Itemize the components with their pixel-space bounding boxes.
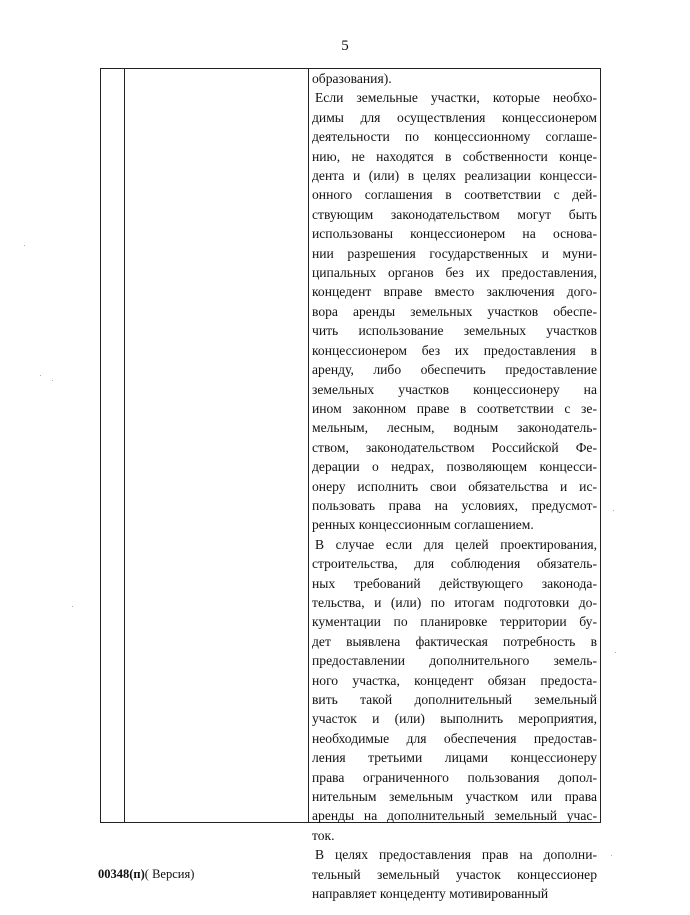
table-cell-text xyxy=(309,68,601,902)
text-line: нии разрешения государственных и муни- xyxy=(312,245,597,261)
text-line: Если земельные участки, которые необхо- xyxy=(315,90,597,106)
text-line: деятельности по концессионному соглаше- xyxy=(312,129,597,145)
document-code xyxy=(98,867,194,882)
text-line: дерации о недрах, позволяющем концесси- xyxy=(312,459,597,475)
text-line: образования). xyxy=(312,71,392,86)
document-code-suffix: ( Версия) xyxy=(144,867,195,881)
text-line: вора аренды земельных участков обеспе- xyxy=(312,303,597,319)
text-line: ципальных органов без их предоставления, xyxy=(312,265,597,281)
text-line: В случае если для целей проектирования, xyxy=(315,536,597,552)
text-line: ствующим законодательством могут быть xyxy=(312,206,597,222)
text-line: земельных участков концессионеру на xyxy=(312,381,597,397)
text-line: дет выявлена фактическая потребность в xyxy=(312,633,597,649)
text-line: ренных концессионным соглашением. xyxy=(312,517,534,533)
text-line: димы для осуществления концессионером xyxy=(312,109,597,125)
text-line: дента и (или) в целях реализации концесси- xyxy=(312,168,597,184)
document-code-number: 00348(п) xyxy=(98,867,145,881)
text-line: права ограниченного пользования допол- xyxy=(312,769,597,785)
text-line: нию, не находятся в собственности конце- xyxy=(312,148,597,164)
text-line: ления третьими лицами концессионеру xyxy=(312,750,597,766)
text-line: необходимые для обеспечения предостав- xyxy=(312,730,597,746)
text-line: аренды на дополнительный земельный учас- xyxy=(312,808,597,824)
text-line: ных требований действующего законода- xyxy=(312,575,597,591)
text-line: концедент вправе вместо заключения дого- xyxy=(312,284,597,300)
text-line: пользовать права на условиях, предусмот- xyxy=(312,497,597,513)
text-line: ток. xyxy=(312,827,335,843)
text-line: чить использование земельных участков xyxy=(312,323,597,339)
table-left-border xyxy=(100,68,101,823)
text-line: тельства, и (или) по итогам подготовки до- xyxy=(312,594,597,610)
text-line: мельным, лесным, водным законодатель- xyxy=(312,420,597,436)
text-line: концессионером без их предоставления в xyxy=(312,342,597,358)
text-line: строительства, для соблюдения обязатель- xyxy=(312,556,597,572)
text-line: В целях предоставления прав на дополни- xyxy=(315,847,597,863)
text-line: направляет концеденту мотивированный xyxy=(312,886,549,902)
text-line: предоставлении дополнительного земель- xyxy=(312,653,597,669)
text-line: использованы концессионером на основа- xyxy=(312,226,597,242)
text-line: участок и (или) выполнить мероприятия, xyxy=(312,711,597,727)
text-line: онеру исполнить свои обязательства и ис- xyxy=(312,478,597,494)
page-number: 5 xyxy=(341,38,349,54)
text-line: ином законном праве в соответствии с зе- xyxy=(312,400,597,416)
text-line: кументации по планировке территории бу- xyxy=(312,614,597,630)
text-line: ством, законодательством Российской Фе- xyxy=(312,439,597,455)
text-line: вить такой дополнительный земельный xyxy=(312,692,597,707)
text-line: онного соглашения в соответствии с дей- xyxy=(312,187,597,203)
column-divider-1 xyxy=(124,68,125,823)
text-line: ного участка, концедент обязан предоста- xyxy=(312,672,597,688)
text-line: нительным земельным участком или права xyxy=(312,789,597,805)
text-line: тельный земельный участок концессионер xyxy=(312,866,597,882)
text-line: аренду, либо обеспечить предоставление xyxy=(312,362,597,378)
